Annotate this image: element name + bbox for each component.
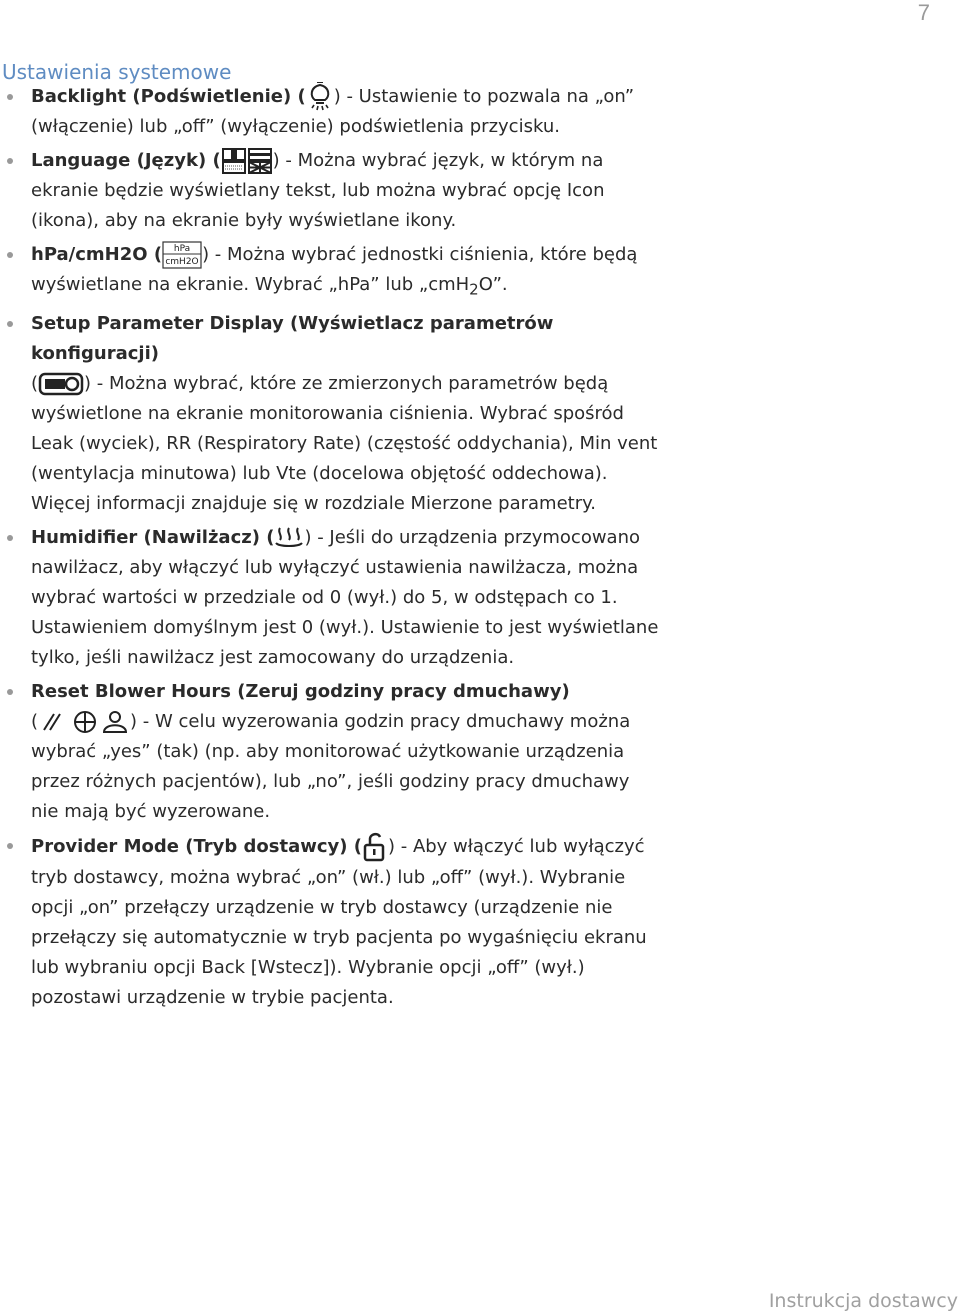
open-paren: (: [31, 372, 39, 394]
setting-text: ) - Aby włączyć lub wyłączyć tryb dostawcy, można wybrać „on” (wł.) lub „off” (wył.). Wybranie opcji „on” przełączy urządzenie w tryb dostawcy (urządzenie nie przełączy się automatycznie w tryb pacjenta po wygaśnięciu ekranu lub wybraniu opcji Back [Wstecz]). Wybranie opcji „off” (wył.) pozostawi urządzenie w trybie pacjenta.: [31, 835, 647, 1008]
setting-parameter-display: [0, 309, 660, 519]
setting-title: Language (Język) (: [31, 150, 221, 171]
section-title: Ustawienia systemowe: [2, 60, 232, 84]
lightbulb-icon: [306, 82, 334, 112]
setting-text: ) - W celu wyzerowania godzin pracy dmuchawy można wybrać „yes” (tak) (np. aby monitorować użytkowanie urządzenia przez różnych pacjentów), lub „no”, jeśli godziny pracy dmuchawy nie mają być wyzerowane.: [31, 710, 631, 822]
setting-units: [0, 240, 660, 305]
setting-title: Backlight (Podświetlenie) (: [31, 86, 306, 107]
setting-provider-mode: [0, 831, 660, 1013]
setting-text: ) - Ustawienie to pozwala na „on” (włączenie) lub „off” (wyłączenie) podświetlenia przycisku.: [31, 86, 635, 137]
footer-title: Instrukcja dostawcy: [768, 1290, 958, 1312]
setting-language: [0, 146, 660, 236]
setting-reset-blower: [0, 677, 660, 827]
language-flags-icon: [221, 146, 273, 176]
setting-title: Reset Blower Hours (Zeruj godziny pracy dmuchawy): [31, 680, 570, 702]
settings-list: [0, 82, 660, 1017]
setting-humidifier: [0, 523, 660, 673]
subscript-two: 2: [469, 280, 479, 299]
unit-toggle-icon: [162, 241, 202, 269]
setting-text: ) - Można wybrać jednostki ciśnienia, które będą wyświetlane na ekranie. Wybrać „hPa” lub „cmH: [31, 244, 638, 295]
humidifier-icon: [274, 525, 304, 551]
setting-text: ) - Można wybrać język, w którym na ekranie będzie wyświetlany tekst, lub można wybrać opcję Icon (ikona), aby na ekranie były wyświetlane ikony.: [31, 150, 605, 231]
setting-text: ) - Można wybrać, które ze zmierzonych parametrów będą wyświetlone na ekranie monitorowania ciśnienia. Wybrać spośród Leak (wyciek), RR (Respiratory Rate) (częstość oddychania), Min vent (wentylacja minutowa) lub Vte (docelowa objętość oddechowa). Więcej informacji znajduje się w rozdziale Mierzone parametry.: [31, 372, 658, 514]
setting-title: hPa/cmH2O (: [31, 244, 163, 265]
patient-icon: [100, 709, 130, 735]
padlock-icon: [362, 831, 388, 863]
icon-bottom-label: cmH2O: [165, 257, 199, 267]
setting-title: Setup Parameter Display (Wyświetlacz parametrów konfiguracji): [31, 312, 554, 364]
setting-text: ) - Jeśli do urządzenia przymocowano nawilżacz, aby włączyć lub wyłączyć ustawienia nawilżacza, można wybrać wartości w przedziale od 0 (wył.) do 5, w odstępach co 1. Ustawieniem domyślnym jest 0 (wył.). Ustawienie to jest wyświetlane tylko, jeśli nawilżacz jest zamocowany do urządzenia.: [31, 526, 659, 668]
icon-top-label: hPa: [173, 244, 191, 254]
setting-title: Provider Mode (Tryb dostawcy) (: [31, 835, 362, 857]
parameter-display-icon: [38, 371, 84, 397]
reset-slash-icon: [38, 710, 70, 734]
setting-title: Humidifier (Nawilżacz) (: [31, 526, 275, 548]
blower-icon: [70, 709, 100, 735]
open-paren: (: [31, 710, 39, 732]
page-number: 7: [917, 0, 930, 25]
setting-backlight: [0, 82, 660, 142]
setting-text-end: O”.: [478, 274, 508, 295]
